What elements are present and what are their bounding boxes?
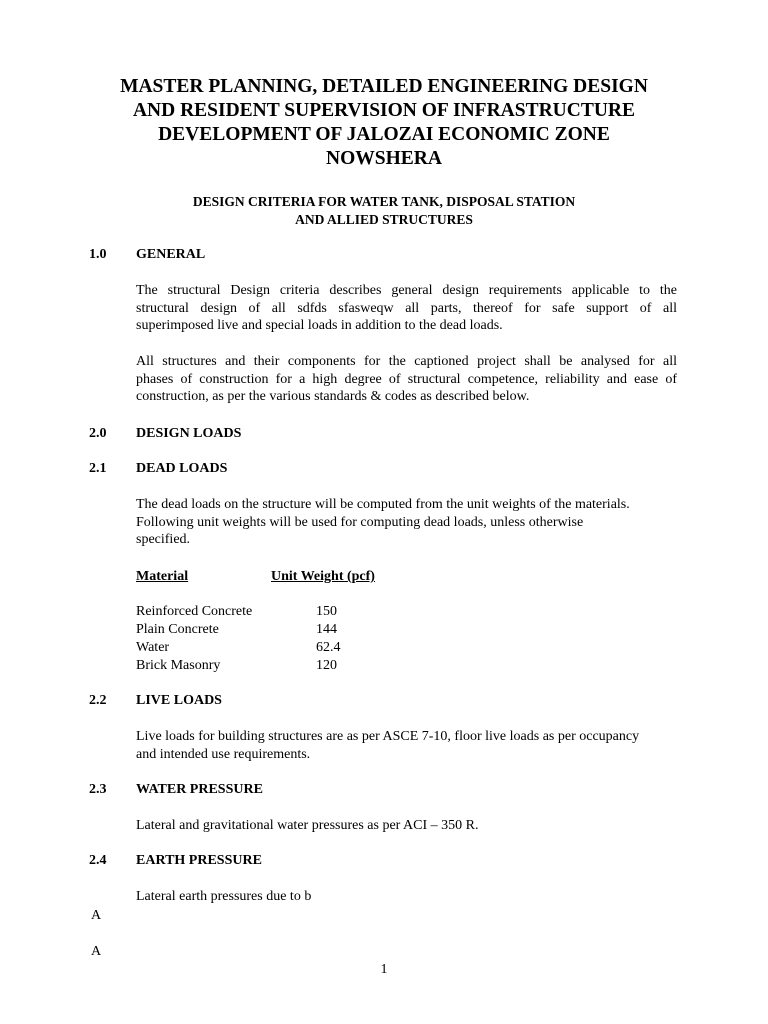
title-line: MASTER PLANNING, DETAILED ENGINEERING DESIGN <box>120 76 648 97</box>
section-heading-live-loads: LIVE LOADS <box>136 693 222 708</box>
stray-text: A <box>91 908 102 923</box>
paragraph-line: Lateral earth pressures due to b <box>136 889 312 904</box>
dead-loads-paragraph <box>136 496 677 549</box>
table-cell-value: 120 <box>316 658 337 673</box>
general-paragraph-2 <box>136 353 677 406</box>
table-header-material: Material <box>136 569 189 584</box>
table-cell-value: 150 <box>316 604 337 619</box>
paragraph-line: specified. <box>136 532 191 548</box>
table-cell-material: Reinforced Concrete <box>136 604 253 619</box>
section-heading-general: GENERAL <box>136 247 206 262</box>
section-heading-water-pressure: WATER PRESSURE <box>136 782 263 797</box>
title-line: NOWSHERA <box>326 148 442 169</box>
general-paragraph-1 <box>136 282 677 335</box>
table-cell-value: 62.4 <box>316 640 341 655</box>
water-pressure-paragraph <box>136 817 677 835</box>
table-cell-value: 144 <box>316 622 337 637</box>
section-heading-design-loads: DESIGN LOADS <box>136 426 242 441</box>
paragraph-line: superimposed live and special loads in addition to the dead loads. <box>136 318 503 334</box>
section-heading-earth-pressure: EARTH PRESSURE <box>136 853 262 868</box>
table-cell-material: Brick Masonry <box>136 658 221 673</box>
live-loads-paragraph <box>136 728 677 763</box>
section-number: 2.2 <box>89 693 107 708</box>
paragraph-line: phases of construction for a high degree of structural competence, reliability and ease of <box>136 371 677 387</box>
table-cell-material: Plain Concrete <box>136 622 219 637</box>
paragraph-line: Live loads for building structures are as per ASCE 7-10, floor live loads as per occupancy <box>136 729 640 744</box>
section-number: 1.0 <box>89 247 107 262</box>
section-number: 2.1 <box>89 461 107 476</box>
section-number: 2.4 <box>89 853 107 868</box>
section-number: 2.0 <box>89 426 107 441</box>
paragraph-line: Lateral and gravitational water pressures as per ACI – 350 R. <box>136 818 479 833</box>
paragraph-line: Following unit weights will be used for computing dead loads, unless otherwise <box>136 514 584 530</box>
title-line: DEVELOPMENT OF JALOZAI ECONOMIC ZONE <box>158 124 610 145</box>
stray-text: A <box>91 944 102 959</box>
earth-pressure-paragraph <box>136 888 677 906</box>
title-line: AND RESIDENT SUPERVISION OF INFRASTRUCTURE <box>132 100 636 121</box>
subtitle-line: DESIGN CRITERIA FOR WATER TANK, DISPOSAL STATION <box>192 194 576 209</box>
section-number: 2.3 <box>89 782 107 797</box>
section-heading-dead-loads: DEAD LOADS <box>136 461 228 476</box>
paragraph-line: and intended use requirements. <box>136 746 311 762</box>
paragraph-line: construction, as per the various standards & codes as described below. <box>136 389 530 405</box>
paragraph-line: The structural Design criteria describes general design requirements applicable to the <box>136 283 677 298</box>
page-number: 1 <box>380 962 388 977</box>
paragraph-line: The dead loads on the structure will be computed from the unit weights of the materials. <box>136 497 630 512</box>
subtitle-line: AND ALLIED STRUCTURES <box>295 212 473 227</box>
table-header-unit-weight: Unit Weight (pcf) <box>271 569 375 584</box>
paragraph-line: All structures and their components for the captioned project shall be analysed for all <box>136 354 677 369</box>
paragraph-line: structural design of all sdfds sfasweqw all parts, thereof for safe support of all <box>136 300 677 316</box>
table-cell-material: Water <box>136 640 170 655</box>
